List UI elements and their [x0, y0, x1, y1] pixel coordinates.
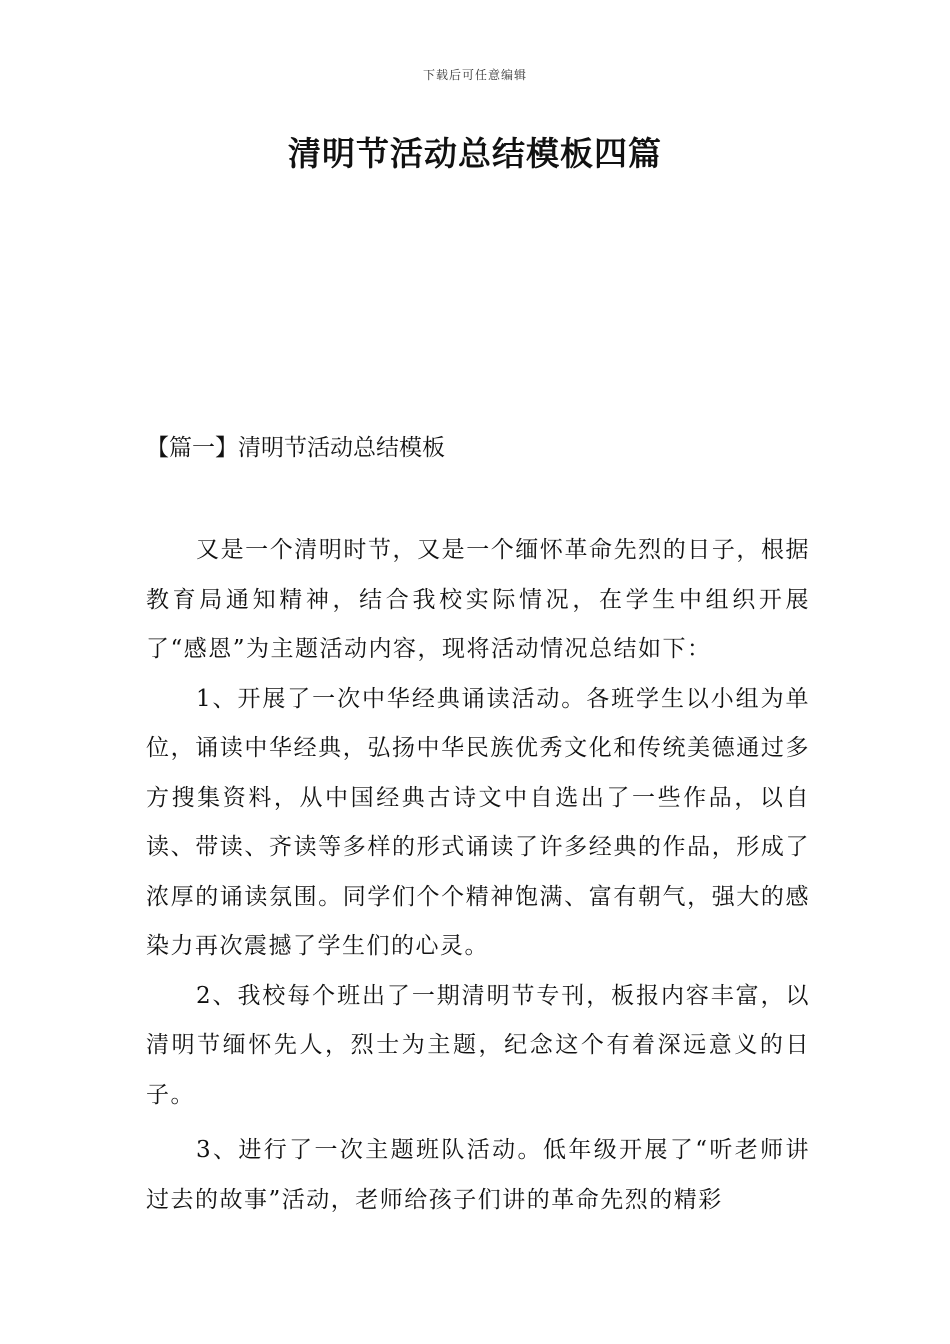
document-title: 清明节活动总结模板四篇 — [288, 134, 662, 173]
paragraph-item-1: 1、开展了一次中华经典诵读活动。各班学生以小组为单位，诵读中华经典，弘扬中华民族优秀文化和传统美德通过多方搜集资料，从中国经典古诗文中自选出了一些作品，以自读、带读、齐读等多样的形式诵读了许多经典的作品，形成了浓厚的诵读氛围。同学们个个精神饱满、富有朝气，强大的感染力再次震撼了学生们的心灵。 — [146, 685, 810, 959]
header-note: 下载后可任意编辑 — [422, 68, 527, 82]
paragraph-intro: 又是一个清明时节，又是一个缅怀革命先烈的日子，根据教育局通知精神，结合我校实际情况，在学生中组织开展了“感恩”为主题活动内容，现将活动情况总结如下： — [146, 537, 810, 662]
body-text — [146, 526, 810, 1225]
section-heading: 【篇一】清明节活动总结模板 — [146, 435, 445, 461]
paragraph-item-2: 2、我校每个班出了一期清明节专刊，板报内容丰富，以清明节缅怀先人，烈士为主题，纪念这个有着深远意义的日子。 — [146, 982, 810, 1108]
paragraph-item-3: 3、进行了一次主题班队活动。低年级开展了“听老师讲过去的故事”活动，老师给孩子们讲的革命先烈的精彩 — [146, 1137, 810, 1213]
